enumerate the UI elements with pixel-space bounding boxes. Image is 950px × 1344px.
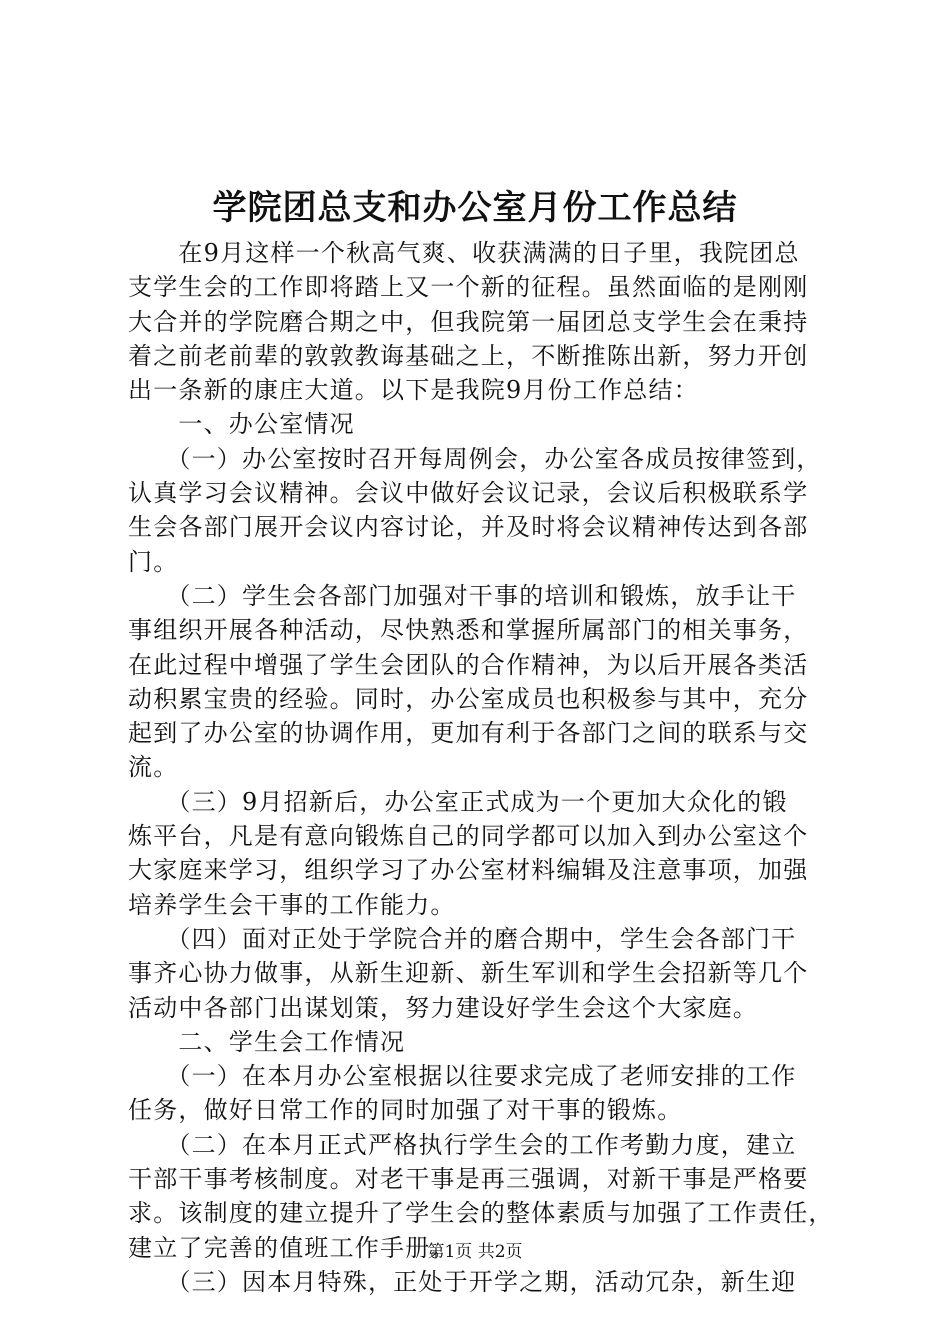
page-number-footer: 第1页 共2页 bbox=[427, 1242, 523, 1262]
body-line: （四）面对正处于学院合并的磨合期中，学生会各部门干 bbox=[128, 924, 797, 953]
body-line: （一）办公室按时召开每周例会，办公室各成员按律签到， bbox=[128, 444, 822, 473]
body-line: 出一条新的康庄大道。以下是我院9月份工作总结： bbox=[128, 376, 699, 405]
body-line: 培养学生会干事的工作能力。 bbox=[128, 890, 456, 919]
body-line: 事组织开展各种活动，尽快熟悉和掌握所属部门的相关事务， bbox=[128, 616, 809, 645]
body-line: （三）9月招新后，办公室正式成为一个更加大众化的锻 bbox=[128, 787, 788, 816]
body-line: 干部干事考核制度。对老干事是再三强调，对新干事是严格要 bbox=[128, 1165, 809, 1194]
body-line: 任务，做好日常工作的同时加强了对干事的锻炼。 bbox=[128, 1096, 683, 1125]
body-line: 起到了办公室的协调作用，更加有利于各部门之间的联系与交 bbox=[128, 719, 809, 748]
body-line: 大合并的学院磨合期之中，但我院第一届团总支学生会在秉持 bbox=[128, 307, 809, 336]
body-line: 活动中各部门出谋划策，努力建设好学生会这个大家庭。 bbox=[128, 993, 758, 1022]
body-line: （二）学生会各部门加强对干事的培训和锻炼，放手让干 bbox=[128, 581, 797, 610]
document-body bbox=[128, 236, 834, 1299]
body-line: 生会各部门展开会议内容讨论，并及时将会议精神传达到各部 bbox=[128, 513, 809, 542]
body-line: （一）在本月办公室根据以往要求完成了老师安排的工作 bbox=[128, 1062, 797, 1091]
body-line: 支学生会的工作即将踏上又一个新的征程。虽然面临的是刚刚 bbox=[128, 273, 809, 302]
body-line: 大家庭来学习，组织学习了办公室材料编辑及注意事项，加强 bbox=[128, 856, 809, 885]
body-line: （二）在本月正式严格执行学生会的工作考勤力度，建立 bbox=[128, 1130, 797, 1159]
body-line: （三）因本月特殊，正处于开学之期，活动冗杂，新生迎 bbox=[128, 1267, 797, 1296]
body-line: 在9月这样一个秋高气爽、收获满满的日子里，我院团总 bbox=[128, 239, 800, 267]
document-title: 学院团总支和办公室月份工作总结 bbox=[212, 188, 738, 228]
body-line: 炼平台，凡是有意向锻炼自己的同学都可以加入到办公室这个 bbox=[128, 822, 809, 851]
body-line: 事齐心协力做事，从新生迎新、新生军训和学生会招新等几个 bbox=[128, 959, 809, 988]
body-line: 求。该制度的建立提升了学生会的整体素质与加强了工作责任， bbox=[128, 1199, 834, 1228]
body-line: 流。 bbox=[128, 753, 179, 782]
body-line: 着之前老前辈的敦敦教诲基础之上，不断推陈出新，努力开创 bbox=[128, 341, 809, 370]
body-line: 门。 bbox=[128, 547, 179, 576]
body-line: 在此过程中增强了学生会团队的合作精神，为以后开展各类活 bbox=[128, 650, 809, 679]
body-line: 认真学习会议精神。会议中做好会议记录，会议后积极联系学 bbox=[128, 479, 809, 508]
section-heading: 一、办公室情况 bbox=[128, 410, 355, 439]
section-heading: 二、学生会工作情况 bbox=[128, 1027, 406, 1056]
body-line: 建立了完善的值班工作手册。 bbox=[128, 1233, 456, 1262]
body-line: 动积累宝贵的经验。同时，办公室成员也积极参与其中，充分 bbox=[128, 684, 809, 713]
